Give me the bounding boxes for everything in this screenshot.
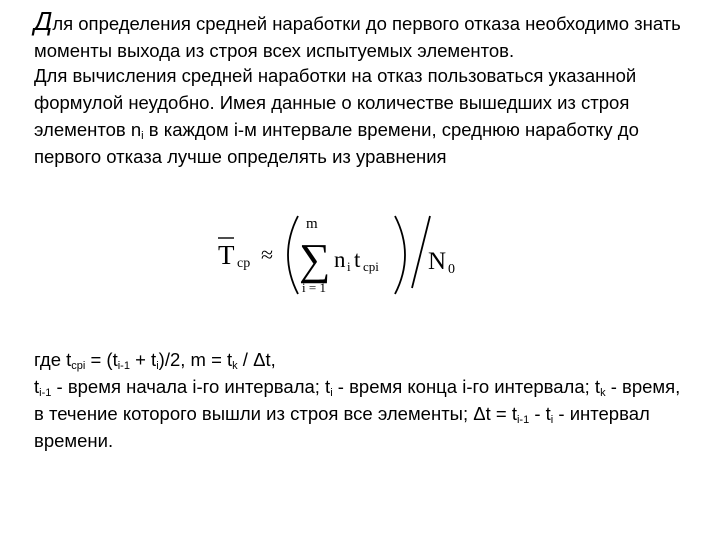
formula-left-paren [288,216,298,294]
formula-approx: ≈ [261,242,274,267]
formula-denominator: N [428,248,447,275]
formula-n-sub: i [347,259,351,274]
paragraph-definition-text: ля определения средней наработки до первого отказа необходимо знать моменты выхода из строя всех испытуемых элементов. [34,13,681,61]
formula-mean-time [216,212,466,298]
subscript-i-minus-1: i-1 [516,414,530,426]
def-text-4: - время, в течение которого вышли из строя все элементы; Δt = t [34,376,681,424]
def-text-1: t [34,376,40,397]
formula-t-sub: срi [363,259,379,274]
formula-sum-upper: m [306,216,318,232]
subscript-i-minus-1: i-1 [39,387,52,399]
paragraph-calculation-text-1: Для вычисления средней наработки на отказ пользоваться указанной формулой неудобно. Имея данные о количестве вышедших из строя элементов n [34,65,637,140]
where-text-1: где t [34,349,72,370]
subscript-i: i [330,387,333,399]
subscript-i-minus-1: i-1 [117,360,130,372]
formula-lhs-sub: ср [237,256,251,271]
where-text-4: )/2, m = t [158,349,233,370]
subscript-cpi: срi [71,360,86,372]
def-text-2: - время начала i-го интервала; t [51,376,331,397]
paragraph-definition [34,6,694,64]
where-text-5: / Δt, [237,349,276,370]
formula-right-paren [395,216,405,294]
formula-t: t [354,247,361,272]
subscript-k: k [232,360,238,372]
paragraph-calculation [34,62,694,170]
formula-n: n [334,247,346,272]
subscript-i: i [156,360,159,372]
subscript-i: i [550,414,554,426]
formula-denominator-sub: 0 [448,262,455,277]
def-text-5: - t [529,403,551,424]
paragraph-calculation-text-2: в каждом i-м интервале времени, среднюю наработку до первого отказа лучше определять из уравнения [34,119,639,167]
formula-sigma: ∑ [299,235,331,284]
subscript-k: k [600,387,606,399]
def-text-3: - время конца i-го интервала; t [332,376,601,397]
formula-lhs: T [218,240,235,270]
def-text-6: - интервал времени. [34,403,650,451]
where-text-3: + t [129,349,157,370]
dropcap-letter: Д [34,6,53,36]
paragraph-where [34,346,694,454]
where-text-2: = (t [85,349,118,370]
subscript-i: i [141,130,144,142]
formula-sum-lower: i = 1 [302,280,326,295]
